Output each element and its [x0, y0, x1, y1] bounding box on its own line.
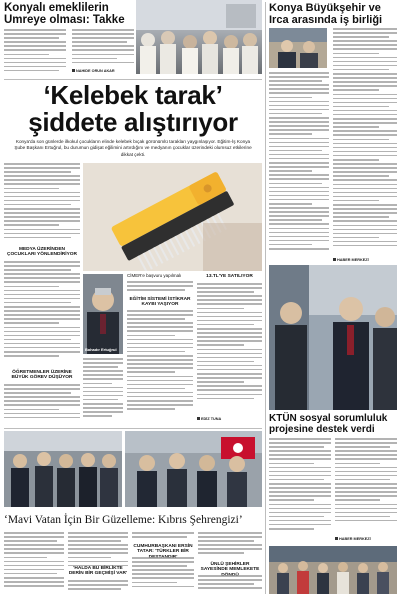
umre-pilgrims-photo — [136, 0, 262, 74]
top-right-headline: Konya Büyükşehir ve Irca arasında iş birliği — [269, 2, 383, 26]
byline-marker-icon — [72, 69, 75, 72]
bottom-body-col3 — [132, 532, 194, 544]
main-body-col3-a — [127, 281, 193, 297]
main-byline: EDİZ TUNA — [197, 417, 221, 421]
main-body-col1-b — [4, 261, 80, 369]
main-body-col1-c — [4, 384, 80, 424]
main-headline-line1: ‘Kelebek tarak’ — [43, 80, 223, 110]
top-left-body-col2 — [72, 29, 134, 67]
main-body-col2-a — [83, 358, 123, 424]
top-left-byline: NAHIDE ORUN AKAR — [72, 69, 115, 73]
byline-marker-icon — [197, 417, 200, 420]
pilgrims-illustration — [136, 0, 262, 74]
bahadir-ertugrul-photo — [83, 274, 123, 354]
photo-caption: Bahadır Ertuğrul — [85, 347, 117, 352]
bottom-body-col2-b — [68, 580, 128, 594]
byline-marker-icon — [333, 258, 336, 261]
kibris-event-photo-left — [4, 431, 122, 507]
main-deck: Konya'da son günlerde ilkokul çocukların elinde kelebek bıçak görünümlü tarakları yaygınlaşıyor. Eğitim-İş Konya Şube Başkanı Ertuğrul, bu durumun gidişat eğilimini artırdığını ve medyanın çocuklar üzerindeki olumsuz etkilerine dikkat çekti. — [14, 139, 252, 157]
top-left-headline: Konyalı emeklilerin Umreye olması: Takke — [4, 2, 125, 26]
top-right-body-col1 — [269, 72, 329, 254]
ktun-body-col1 — [269, 438, 331, 540]
ktun-byline: HABER MERKEZİ — [335, 537, 371, 541]
main-headline-line2: şiddete alıştırıyor — [28, 107, 238, 137]
bottom-body-col3-b — [132, 557, 194, 594]
main-body-col1-a — [4, 163, 80, 245]
bottom-headline: ‘Mavi Vatan İçin Bir Güzelleme: Kıbrıs Şehrengizi’ — [4, 514, 243, 526]
officials-meeting-photo — [269, 265, 397, 410]
main-body-col3-b — [127, 310, 193, 424]
top-right-article — [269, 2, 398, 26]
butterfly-comb-illustration — [83, 163, 262, 271]
main-body-col4 — [197, 283, 262, 415]
ktun-event-photo — [269, 546, 397, 594]
butterfly-comb-photo — [83, 163, 262, 271]
bottom-body-col1 — [4, 532, 64, 594]
main-subhead-3: EĞİTİM SİSTEMİ İSTİKRAR KAYBI YAŞIYOR — [129, 297, 191, 308]
byline-marker-icon — [335, 537, 338, 540]
bottom-section-divider — [4, 428, 262, 429]
top-right-byline: HABER MERKEZİ — [333, 258, 369, 262]
main-subhead-2: ÖĞRETMENLER ÜZERİNE BÜYÜK GÖREV DÜŞÜYOR — [11, 370, 73, 381]
top-right-body-col2 — [333, 28, 397, 258]
main-headline — [4, 82, 262, 136]
main-subhead-5: CİMER'e başvuru yapılmalı — [127, 273, 182, 278]
main-subhead-4: 13.TL'YE SATILIYOR — [206, 274, 253, 279]
bottom-body-col4-b — [198, 575, 262, 594]
ktun-headline-line1: KTÜN sosyal sorumluluk — [269, 413, 388, 424]
column-divider — [265, 2, 266, 594]
ktun-headline-line2: projesine destek verdi — [269, 424, 375, 435]
ktun-body-col2 — [335, 438, 397, 534]
ktun-article — [269, 413, 398, 435]
bottom-subhead-2: 'HALDA BU BİRLİKTE DERİN BİR GEÇMİŞİ VAR' — [68, 566, 128, 577]
buyuksehir-irca-photo — [269, 28, 327, 68]
main-subhead-1: MEDYA ÜZERİNDEN ÇOCUKLARI YÖNLENDİRİYOR — [6, 247, 77, 258]
bottom-subhead-3: ÜNLÜ ŞEHİRLER SAYESİNDE MEMLEKETE — [200, 562, 260, 573]
bottom-subhead-1: CUMHURBAŞKANI ERSİN TATAR: 'TÜRKLER BİR — [133, 544, 193, 555]
bottom-body-col4 — [198, 532, 262, 562]
top-left-article — [4, 2, 134, 76]
top-left-body — [4, 29, 66, 73]
kibris-event-photo-right — [125, 431, 262, 507]
